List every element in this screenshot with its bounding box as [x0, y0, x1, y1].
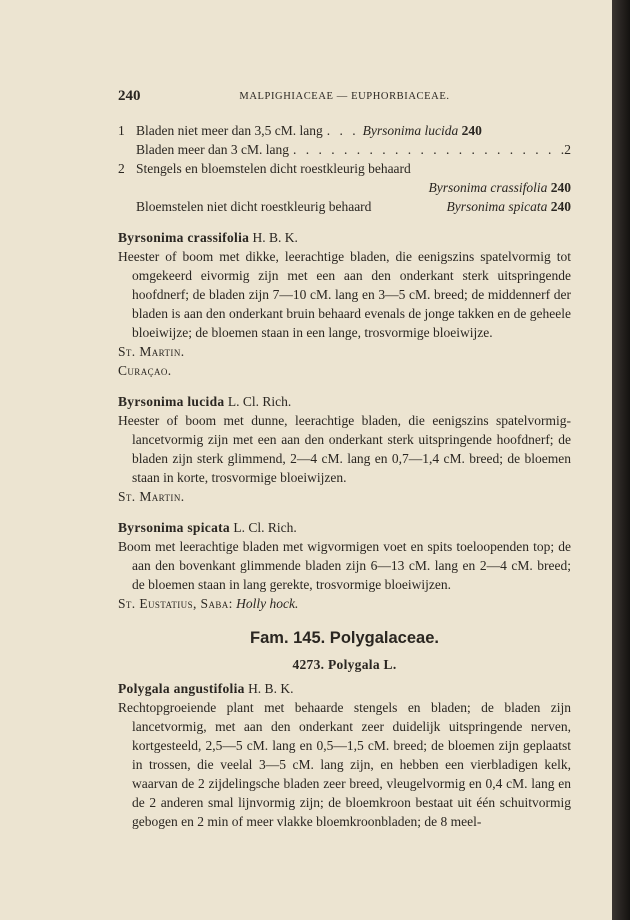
species-locality: St. Eustatius, Saba:	[118, 596, 233, 611]
key-text: Bloemstelen niet dicht roestkleurig behaard	[136, 199, 372, 214]
key-result-name: Byrsonima crassifolia	[428, 180, 548, 195]
species-name: Byrsonima lucida	[118, 394, 225, 409]
family-heading: Fam. 145. Polygalaceae.	[250, 629, 439, 647]
key-row-3-result	[118, 178, 571, 197]
page-number: 240	[118, 88, 141, 104]
key-row-1	[118, 121, 571, 140]
key-result-page: 240	[461, 123, 482, 138]
key-number: 2	[118, 161, 125, 176]
species-description: Heester of boom met dikke, leerachtige bladen, die eenigszins spatelvormig tot omgekeerd eivormig zijn met een aan den onderkant sterk uitspringende hoofdnerf; de bladen zijn 7—10 cM. lang en 3—5 cM. breed; de middennerf der bladen is aan den onderkant bruin behaard evenals de jonge takken en de geheele bloeiwijze; de bloemen staan in een lange, trosvormige bloeiwijze.	[118, 249, 571, 340]
species-description: Rechtopgroeiende plant met behaarde stengels en bladen; de bladen zijn lancetvormig, met aan den onderkant zeer duidelijk uitspringende nerven, kortgesteeld, 2,5—5 cM. lang en 0,5—1,5 cM. breed; de bloemen zijn geplaatst in trossen, die veelal 3—5 cM. lang zijn, en hebben een vierbladigen kelk, waarvan de 2 zijdelingsche bladen zeer breed, vleugelvormig en 0,4 cM. lang en de 2 anderen smal lijnvormig zijn; de bloemkroon bestaat uit één schuitvormig gebogen en 2 min of meer vlakke bloemkroonbladen; de 8 meel-	[118, 700, 571, 829]
key-result-name: Byrsonima lucida	[362, 123, 459, 138]
key-result-page: 240	[550, 199, 571, 214]
species-entry	[118, 518, 571, 613]
key-result-page: 2	[564, 142, 571, 157]
species-authority: H. B. K.	[248, 681, 294, 696]
species-name: Polygala angustifolia	[118, 681, 245, 696]
species-authority: L. Cl. Rich.	[227, 394, 292, 409]
species-description: Boom met leerachtige bladen met wigvormigen voet en spits toeloopenden top; de aan den bovenkant glimmende bladen zijn 6—13 cM. lang en 2—4 cM. breed; de bloemen staan in lang gerekte, trosvormige bloeiwijzen.	[118, 539, 571, 592]
page-header	[118, 88, 571, 108]
common-name: Holly hock.	[236, 596, 299, 611]
species-entry	[118, 228, 571, 380]
species-name: Byrsonima crassifolia	[118, 230, 250, 245]
key-row-3	[118, 159, 571, 178]
page-body	[118, 121, 571, 831]
leader-dots	[289, 140, 564, 159]
species-entry	[118, 679, 571, 831]
species-locality: Curaçao.	[118, 363, 172, 378]
species-authority: L. Cl. Rich.	[233, 520, 297, 535]
key-result-page: 240	[550, 180, 571, 195]
species-locality: St. Martin.	[118, 344, 185, 359]
species-name: Byrsonima spicata	[118, 520, 230, 535]
key-number: 1	[118, 123, 125, 138]
key-text: Bladen niet meer dan 3,5 cM. lang	[136, 123, 323, 138]
leader-dots	[323, 121, 363, 140]
key-text: Stengels en bloemstelen dicht roestkleurig behaard	[136, 161, 411, 176]
species-entry	[118, 392, 571, 506]
key-text: Bladen meer dan 3 cM. lang	[136, 142, 289, 157]
genus-heading: 4273. Polygala L.	[292, 657, 397, 672]
species-authority: H. B. K.	[252, 230, 298, 245]
key-row-2	[118, 140, 571, 159]
running-head: MALPIGHIACEAE — EUPHORBIACEAE.	[239, 91, 450, 102]
species-locality: St. Martin.	[118, 489, 185, 504]
key-result-name: Byrsonima spicata	[446, 199, 548, 214]
key-row-4	[118, 197, 571, 216]
page-edge-shadow	[612, 0, 630, 920]
species-description: Heester of boom met dunne, leerachtige bladen, die eenigszins spatelvormig-lancetvormig zijn met een aan den onderkant sterk uitspringende hoofdnerf; de bladen zijn sterk glimmend, 2—4 cM. lang en 0,7—1,4 cM. breed; de bloemen staan in korte, trosvormige bloeiwijzen.	[118, 413, 571, 485]
